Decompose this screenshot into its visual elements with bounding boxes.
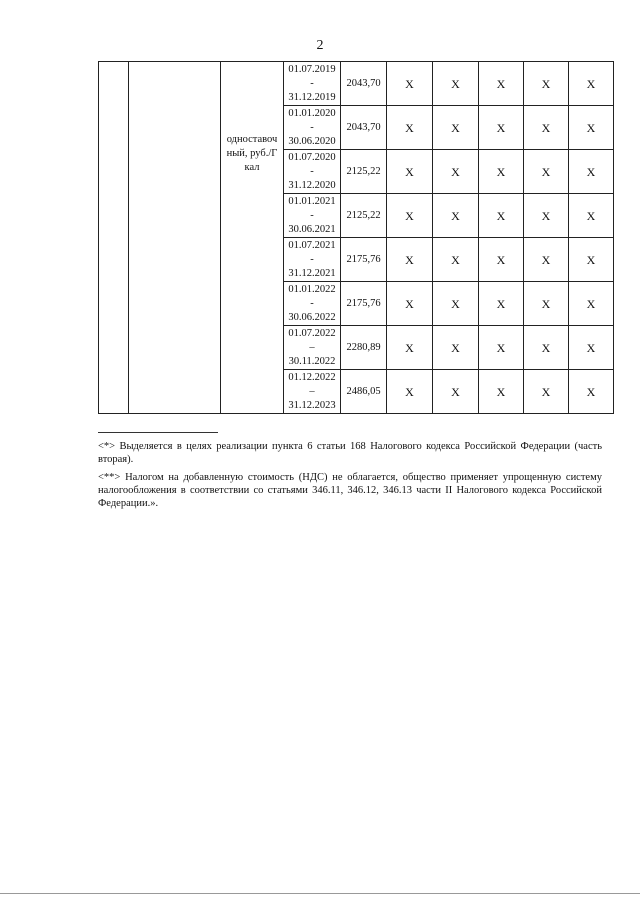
period-period-end: 30.06.2021 <box>288 223 336 235</box>
x-mark: X <box>569 194 614 238</box>
period-period-end: 31.12.2019 <box>288 91 336 103</box>
tariff-value: 2175,76 <box>341 238 387 282</box>
footnotes <box>98 440 602 515</box>
period-dash: - <box>310 165 314 177</box>
x-mark: X <box>569 150 614 194</box>
period-period-start: 01.01.2021 <box>288 195 336 207</box>
period-cell <box>284 106 341 150</box>
period-period-end: 30.06.2020 <box>288 135 336 147</box>
x-mark: X <box>433 62 479 106</box>
x-mark: X <box>387 326 433 370</box>
period-dash: - <box>310 121 314 133</box>
period-cell <box>284 326 341 370</box>
period-cell <box>284 282 341 326</box>
period-period-start: 01.01.2020 <box>288 107 336 119</box>
x-mark: X <box>479 326 524 370</box>
period-period-end: 31.12.2023 <box>288 399 336 411</box>
table-row <box>99 62 614 106</box>
tariff-table <box>98 61 614 414</box>
period-cell <box>284 370 341 414</box>
tariff-value: 2175,76 <box>341 282 387 326</box>
x-mark: X <box>387 62 433 106</box>
tariff-value: 2486,05 <box>341 370 387 414</box>
x-mark: X <box>433 282 479 326</box>
period-dash: - <box>310 209 314 221</box>
period-period-start: 01.07.2019 <box>288 63 336 75</box>
tariff-value: 2043,70 <box>341 62 387 106</box>
period-dash: – <box>309 385 315 397</box>
x-mark: X <box>433 150 479 194</box>
x-mark: X <box>387 106 433 150</box>
page-bottom-line <box>0 893 640 894</box>
empty-number-cell <box>99 62 129 414</box>
x-mark: X <box>387 238 433 282</box>
x-mark: X <box>569 282 614 326</box>
x-mark: X <box>524 150 569 194</box>
x-mark: X <box>387 282 433 326</box>
x-mark: X <box>479 62 524 106</box>
x-mark: X <box>433 106 479 150</box>
period-period-end: 30.11.2022 <box>288 355 336 367</box>
x-mark: X <box>479 238 524 282</box>
period-cell <box>284 62 341 106</box>
x-mark: X <box>524 106 569 150</box>
footnote-separator <box>98 432 218 433</box>
x-mark: X <box>387 370 433 414</box>
period-period-start: 01.07.2020 <box>288 151 336 163</box>
tariff-value: 2043,70 <box>341 106 387 150</box>
x-mark: X <box>433 238 479 282</box>
x-mark: X <box>524 194 569 238</box>
x-mark: X <box>479 282 524 326</box>
x-mark: X <box>387 150 433 194</box>
x-mark: X <box>524 282 569 326</box>
unit-cell <box>221 62 284 414</box>
tariff-value: 2280,89 <box>341 326 387 370</box>
period-dash: - <box>310 253 314 265</box>
period-dash: - <box>310 77 314 89</box>
x-mark: X <box>524 62 569 106</box>
x-mark: X <box>524 238 569 282</box>
tariff-value: 2125,22 <box>341 194 387 238</box>
period-cell <box>284 238 341 282</box>
footnote-1: <*> Выделяется в целях реализации пункта 6 статьи 168 Налогового кодекса Российской Федерации (часть вторая). <box>98 441 602 465</box>
x-mark: X <box>479 106 524 150</box>
period-period-start: 01.07.2021 <box>288 239 336 251</box>
x-mark: X <box>433 194 479 238</box>
x-mark: X <box>433 370 479 414</box>
x-mark: X <box>569 238 614 282</box>
period-period-end: 30.06.2022 <box>288 311 336 323</box>
period-period-end: 31.12.2021 <box>288 267 336 279</box>
period-cell <box>284 194 341 238</box>
period-cell <box>284 150 341 194</box>
period-period-start: 01.07.2022 <box>288 327 336 339</box>
x-mark: X <box>479 150 524 194</box>
period-dash: - <box>310 297 314 309</box>
x-mark: X <box>387 194 433 238</box>
period-dash: – <box>309 341 315 353</box>
x-mark: X <box>569 326 614 370</box>
x-mark: X <box>569 62 614 106</box>
x-mark: X <box>524 326 569 370</box>
tariff-table-body <box>99 62 614 414</box>
x-mark: X <box>524 370 569 414</box>
tariff-value: 2125,22 <box>341 150 387 194</box>
x-mark: X <box>479 370 524 414</box>
empty-name-cell <box>129 62 221 414</box>
period-period-end: 31.12.2020 <box>288 179 336 191</box>
footnote-2: <**> Налогом на добавленную стоимость (НДС) не облагается, общество применяет упрощенную систему налогообложения в соответствии со статьями 346.11, 346.12, 346.13 части II Налогового кодекса Российской Федерации.». <box>98 472 602 509</box>
x-mark: X <box>479 194 524 238</box>
period-period-start: 01.01.2022 <box>288 283 336 295</box>
unit-label: одноставочный, руб./Гкал <box>226 133 278 173</box>
x-mark: X <box>569 106 614 150</box>
x-mark: X <box>433 326 479 370</box>
page-number: 2 <box>316 38 324 53</box>
period-period-start: 01.12.2022 <box>288 371 336 383</box>
x-mark: X <box>569 370 614 414</box>
